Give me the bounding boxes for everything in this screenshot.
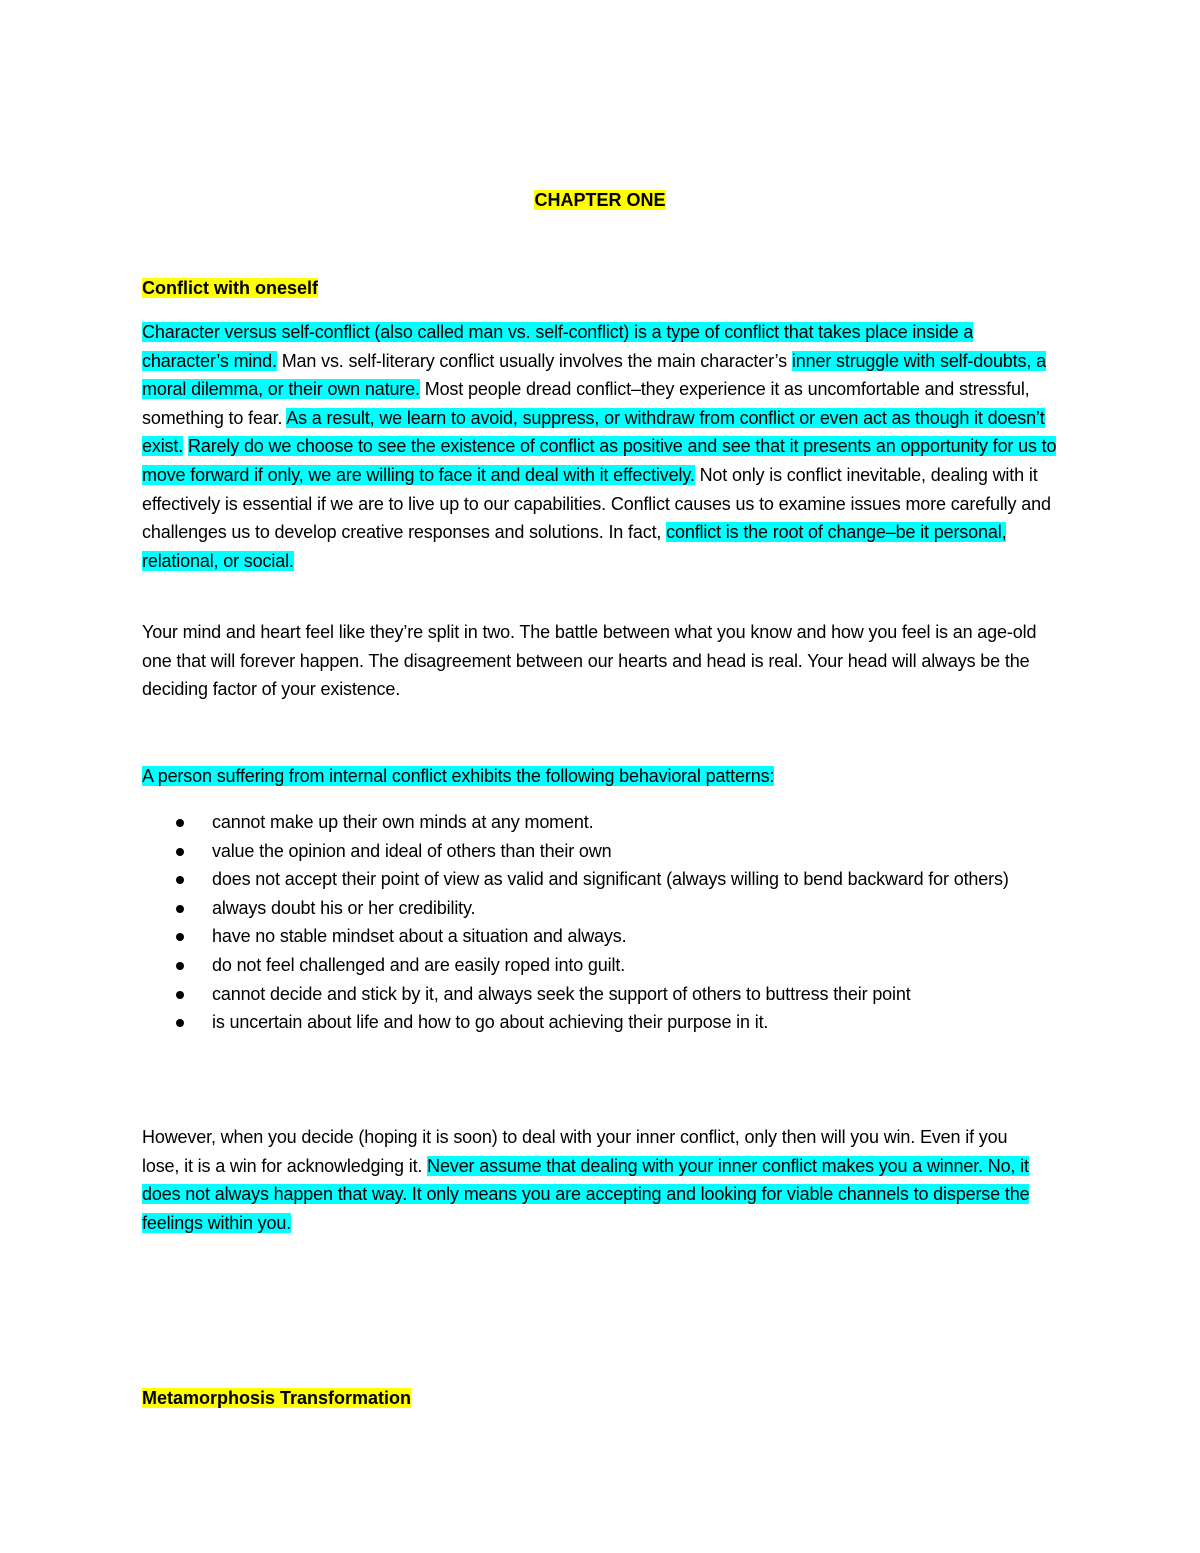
bullet-icon: [176, 1019, 184, 1027]
bullet-icon: [176, 819, 184, 827]
list-item: [142, 922, 1062, 951]
text-segment: Man vs. self-literary conflict usually involves the main character’s: [276, 350, 792, 371]
highlighted-text-segment: Never assume that dealing with your inner conflict makes you a winner. No, it does not always happen that way. It only means you are accepting and looking for viable channels to disperse the feelings within you.: [142, 1155, 1030, 1233]
text-segment: However, when you decide (hoping it is soon) to deal with your inner conflict, only then will you win. Even if you lose, it is a win for acknowledging it.: [142, 1127, 1008, 1176]
paragraph-conflict-intro-body: [142, 318, 1062, 575]
paragraph-conflict-intro: [142, 318, 1062, 575]
highlighted-text-segment: Rarely do we choose to see the existence of conflict as positive and see that it presents an opportunity for us to move forward if only, we are willing to face it and deal with it effectively.: [142, 436, 1057, 485]
paragraph-inner-conflict: [142, 1123, 1042, 1237]
list-item-text: value the opinion and ideal of others than their own: [212, 840, 612, 861]
list-item-text: does not accept their point of view as valid and significant (always willing to bend backward for others): [212, 869, 1009, 890]
list-item: [142, 837, 1062, 866]
bullet-icon: [176, 991, 184, 999]
bullet-icon: [176, 848, 184, 856]
highlighted-text-segment: As a result, we learn to avoid, suppress, or withdraw from conflict or even act as though it doesn’t exist.: [142, 407, 1045, 457]
list-intro: [142, 762, 1062, 791]
paragraph-mind-heart-body: Your mind and heart feel like they’re split in two. The battle between what you know and how you feel is an age-old one that will forever happen. The disagreement between our hearts and head is real. Your head will always be the deciding factor of your existence.: [142, 622, 1037, 700]
chapter-title: [0, 186, 1200, 214]
list-item: [142, 1008, 1062, 1037]
list-item: [142, 865, 1062, 894]
text-segment: Not only is conflict inevitable, dealing with it effectively is essential if we are to live up to our capabilities. Conflict causes us to examine issues more carefully and challenges us to develop creative responses and solutions. In fact,: [142, 464, 1051, 543]
behavior-bullet-list: [142, 808, 1062, 1037]
list-item-text: always doubt his or her credibility.: [212, 897, 476, 918]
text-segment: Most people dread conflict–they experience it as uncomfortable and stressful, something to fear.: [142, 379, 1030, 428]
paragraph-mind-heart: [142, 618, 1062, 704]
list-item-text: have no stable mindset about a situation and always.: [212, 926, 627, 947]
highlighted-text-segment: inner struggle with self-doubts, a moral dilemma, or their own nature.: [142, 350, 1046, 400]
list-item: [142, 808, 1062, 837]
paragraph-inner-conflict-body: [142, 1123, 1042, 1237]
section-heading-conflict-text: Conflict with oneself: [142, 278, 319, 298]
section-heading-conflict: [142, 274, 318, 302]
list-item: [142, 951, 1062, 980]
section-heading-metamorphosis: [142, 1384, 411, 1412]
list-intro-body: [142, 762, 1062, 791]
bullet-icon: [176, 933, 184, 941]
bullet-icon: [176, 876, 184, 884]
bullet-icon: [176, 905, 184, 913]
list-item-text: do not feel challenged and are easily roped into guilt.: [212, 954, 626, 975]
list-item-text: cannot decide and stick by it, and always seek the support of others to buttress their point: [212, 983, 911, 1004]
list-intro-text: A person suffering from internal conflict exhibits the following behavioral patterns:: [142, 766, 775, 786]
highlighted-text-segment: conflict is the root of change–be it personal, relational, or social.: [142, 522, 1007, 571]
list-item-text: cannot make up their own minds at any moment.: [212, 812, 594, 832]
chapter-title-text: CHAPTER ONE: [534, 190, 666, 210]
list-item: [142, 894, 1062, 923]
section-heading-metamorphosis-text: Metamorphosis Transformation: [142, 1388, 412, 1408]
highlighted-text-segment: Character versus self-conflict (also called man vs. self-conflict) is a type of conflict that takes place inside a character’s mind.: [142, 322, 974, 371]
list-item-text: is uncertain about life and how to go about achieving their purpose in it.: [212, 1012, 769, 1033]
list-item: [142, 980, 1062, 1009]
bullet-icon: [176, 962, 184, 970]
